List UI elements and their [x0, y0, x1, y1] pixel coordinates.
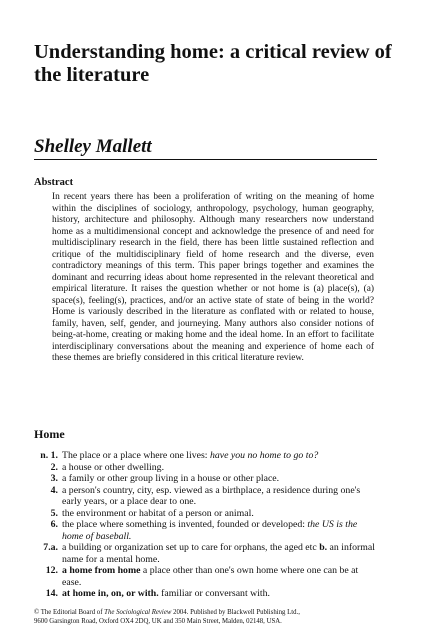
article-title: Understanding home: a critical review of the literature	[34, 41, 392, 86]
abstract-body	[52, 192, 374, 365]
journal-name: The Sociological Review	[104, 609, 172, 616]
copyright-prefix: © The Editorial Board of	[34, 609, 105, 616]
definition-number: 3.	[50, 473, 58, 484]
definition-body: The place or a place where one lives:	[62, 450, 210, 461]
definition-body: a place other than one's own home where one can be at ease.	[62, 565, 359, 588]
definition-text: a person's country, city, esp. viewed as a birthplace, a residence during one's early years, or a place dear to one.	[62, 484, 361, 507]
definition-text	[62, 450, 376, 462]
definition-phrase: at home in, on, or with.	[62, 588, 159, 599]
definition-item	[34, 462, 376, 474]
definition-text	[62, 542, 376, 565]
author-divider	[34, 159, 377, 160]
definition-number: 4.	[50, 484, 58, 496]
definition-item	[34, 542, 376, 565]
definition-number: 5.	[50, 507, 58, 519]
definition-body: a building or organization set up to care for orphans, the aged etc	[62, 542, 320, 553]
definition-item	[34, 508, 376, 520]
definition-text	[62, 588, 376, 600]
definition-body: an informal name for a mental home.	[62, 542, 375, 565]
definition-number: 14.	[45, 588, 58, 599]
definition-phrase: a home from home	[62, 565, 141, 576]
abstract-text: In recent years there has been a proliferation of writing on the meaning of home within the disciplines of sociology, anthropology, psychology, human geography, history, architecture and philosophy. Although many researchers now understand home as a multidimensional concept and acknowledge the presence of and need for multidisciplinary research in the field, there has been little sustained reflection and critique of the multidisciplinary field of home research and the diverse, even contradictory meanings of this term. This paper brings together and examines the dominant and recurring ideas about home represented in the relevant theoretical and empirical literature. It raises the question whether or not home is (a) place(s), (a) space(s), feeling(s), practices, and/or an active state of state of being in the world? Home is variously described in the literature as conflated with or related to house, family, haven, self, gender, and journeying. Many authors also consider notions of being-at-home, creating or making home and the ideal home. In an effort to facilitate interdisciplinary conversations about the meaning and experience of home each of these themes are briefly considered in this critical literature review.	[52, 192, 374, 363]
definition-body: the place where something is invented, founded or developed:	[62, 519, 308, 530]
publisher-address: 9600 Garsington Road, Oxford OX4 2DQ, UK and 350 Main Street, Malden, 02148, USA.	[34, 617, 282, 625]
definition-list	[34, 450, 376, 600]
section-heading-home: Home	[34, 427, 65, 441]
definition-item	[34, 565, 376, 588]
abstract-heading: Abstract	[34, 177, 74, 188]
definition-example: the US is the home of baseball.	[62, 519, 358, 542]
definition-text	[62, 565, 376, 588]
definition-number: 12.	[45, 565, 58, 576]
definition-body: familiar or conversant with.	[158, 588, 270, 599]
definition-item	[34, 450, 376, 462]
definition-number: n. 1.	[40, 450, 58, 461]
copyright-footer	[34, 609, 384, 626]
definition-item	[34, 519, 376, 542]
copyright-line	[34, 609, 384, 618]
copyright-suffix: 2004. Published by Blackwell Publishing Ltd.,	[171, 609, 300, 616]
definition-subnumber: b.	[319, 542, 328, 553]
definition-example: have you no home to go to?	[209, 450, 319, 461]
definition-number: 2.	[50, 461, 58, 473]
definition-item	[34, 473, 376, 485]
definition-text	[62, 519, 376, 542]
definition-text: the environment or habitat of a person or animal.	[62, 507, 254, 519]
author-name: Shelley Mallett	[34, 136, 152, 157]
definition-number: 6.	[50, 519, 58, 530]
definition-item	[34, 588, 376, 600]
definition-item	[34, 485, 376, 508]
definition-text: a family or other group living in a house or other place.	[62, 473, 280, 484]
definition-text: a house or other dwelling.	[62, 461, 165, 473]
definition-number: 7.a.	[43, 542, 58, 553]
